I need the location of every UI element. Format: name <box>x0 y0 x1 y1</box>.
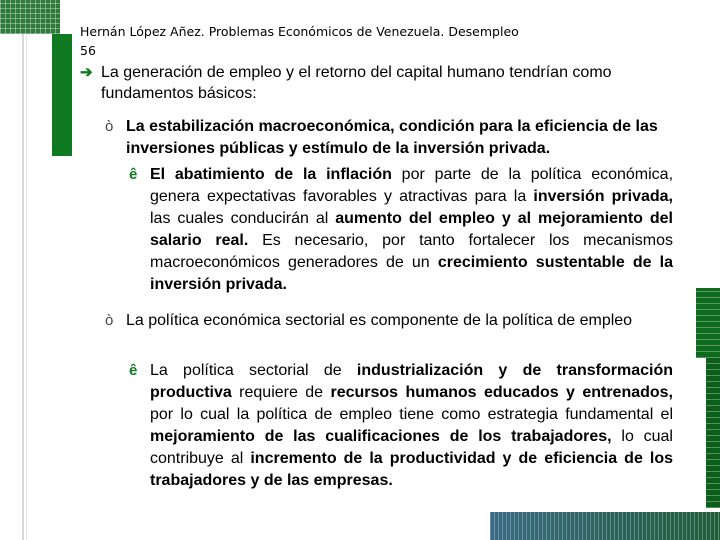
slide-header <box>80 22 550 60</box>
subpoint-industrialization-text <box>129 360 673 492</box>
text-normal: las cuales conducirán al <box>150 210 336 227</box>
point-stabilization <box>105 116 677 160</box>
slide-number: 56 <box>80 43 96 58</box>
down-arrow-icon: ò <box>105 312 114 329</box>
main-point <box>80 62 680 104</box>
text-normal: La política sectorial de <box>150 362 357 379</box>
down-arrow-icon: ò <box>105 118 114 135</box>
subpoint-inflation <box>129 164 673 296</box>
text-normal: por parte de la política económica, genera expectativas favorables y atractivas para la <box>150 166 674 205</box>
corner-pattern-decoration <box>0 0 60 34</box>
left-rule-decoration <box>22 34 24 540</box>
text-bold: industrialización y de transformación productiva <box>150 362 673 401</box>
text-bold: crecimiento sustentable de la inversión privada. <box>150 254 674 293</box>
subpoint-industrialization <box>129 360 673 492</box>
text-bold: aumento del empleo y al mejoramiento del salario real. <box>150 210 674 249</box>
right-pattern-decoration-bottom <box>706 358 720 508</box>
text-bold: inversión privada, <box>533 188 674 205</box>
text-bold: mejoramiento de las cualificaciones de los trabajadores, <box>150 428 612 445</box>
subpoint-inflation-text <box>129 164 673 296</box>
point-sectoral-policy <box>105 310 677 332</box>
text-normal: lo cual contribuye al <box>150 428 673 467</box>
text-normal: por lo cual la política de empleo tiene como estrategia fundamental el <box>150 406 673 423</box>
header-title: Hernán López Añez. Problemas Económicos de Venezuela. Desempleo <box>80 24 519 39</box>
text-bold: El abatimiento de la inflación <box>150 166 392 183</box>
left-rule-decoration-thin <box>26 34 27 540</box>
point-stabilization-text: La estabilización macroeconómica, condición para la eficiencia de las inversiones públicas y estímulo de la inversión privada. <box>126 118 658 157</box>
text-normal: Es necesario, por tanto fortalecer los mecanismos macroeconómicos generadores de un <box>150 232 673 271</box>
text-normal: requiere de <box>231 384 331 401</box>
left-green-bar-decoration <box>52 34 72 156</box>
main-point-text: La generación de empleo y el retorno del capital humano tendrían como fundamentos básicos: <box>101 64 612 102</box>
text-bold: recursos humanos educados y entrenados, <box>330 384 674 401</box>
text-bold: incremento de la productividad y de eficiencia de los trabajadores y de las empresas. <box>150 450 673 489</box>
point-sectoral-policy-text: La política económica sectorial es componente de la política de empleo <box>126 312 633 329</box>
right-pattern-decoration-top <box>696 288 720 358</box>
check-arrow-icon: ê <box>129 166 138 183</box>
right-arrow-icon: ➔ <box>80 64 93 81</box>
check-arrow-icon: ê <box>129 362 138 379</box>
bottom-pattern-decoration <box>490 512 720 540</box>
